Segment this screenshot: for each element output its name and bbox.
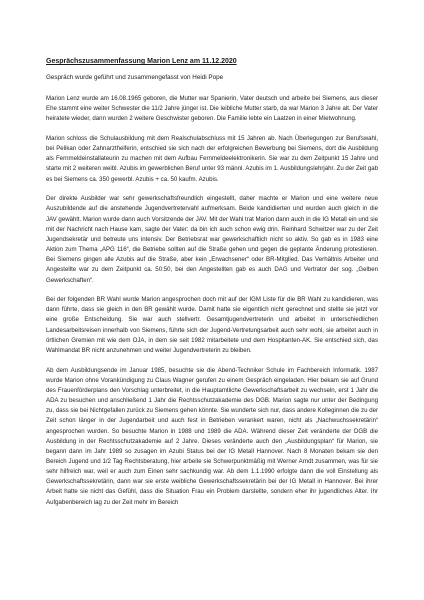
paragraph-career-igmetall: Ab dem Ausbildungsende im Januar 1985, besuchte sie die Abend-Techniker Schule im Fachbereich Informatik. 1987 wurde Marion ohne Vorankündigung zu Claus Wagner gerufen zu einem Gespräch eingeladen. Hier bekam sie auf Grund des Frauenförderplans den Vorschlag unterbreitet, in die Hauptamtliche Gewerkschaftsarbeit zu wechseln, erst 1 Jahr die ADA zu besuchen und anschließend 1 Jahr die Rechtsschutzakademie des DGB. Marion sagte nur unter der Bedingung zu, dass sie bei Nichtgefallen zurück zu Siemens gehen könnte. Sie wunderte sich nur, dass andere Kolleginnen die zu der Zeit schon länger in der Jugendarbeit und auch fest in Betrieben verankert waren, nicht als „Nachwuchssekretärin“ angesprochen wurden. So besuchte Marion in 1988 und 1989 die ADA. Während dieser Zeit veränderte der DGB die Ausbildung in der Rechtsschutzakademie auf 2 Jahre. Dieses veränderte auch den „Ausbildungsplan“ für Marion, sie begann dann im Jahr 1989 so zusagen im Azubi Status bei der IG Metall Hannover. Nach 8 Monaten bekam sie den Bereich Jugend und 1/2 Tag Rechtsberatung, hier arbeite sie Schwerpunktmäßig mit Werner Arndt zusammen, was für sie sehr hilfreich war, weil er auch zum Einen sehr sachkundig war. Ab dem 1.1.1990 erfolgte dann die voll Einstellung als Gewerkschaftssekretärin, dann war sie erste weibliche Gewerkschaftssekretärin bei der IG Metall in Hannover. Bei ihrer Arbeit hatte sie nicht das Gefühl, dass die Situation Frau ein Problem darstellte, sondern eher ihr jugendliches Alter. Ihr Aufgabenbereich lag zu der Zeit mehr im Bereich [46,366,378,506]
paragraph-jav-igmetall: Der direkte Ausbilder war sehr gewerkschaftsfreundlich eingestellt, daher machte er Marion und eine weitere neue Auszubildende auf die anstehende Jugendvertretervahl aufmerksam. Beide kandidierten und wurden auch gleich in die JAV gewählt. Marion wurde dann auch Vorsitzende der JAV. Mit der Wahl trat Marion dann auch in die IG Metall ein und sie mit der Nachricht nach Hause kam, sagte der Vater: da bin ich auch schon ewig drin. Reinhard Schwitzer war zu der Zeit Jugendsekretär und betreute uns intensiv. Der Betriebsrat war gewerkschaftlich nicht so aktiv. So gab es in 1983 eine Aktion zum Thema „APG 116“, die Betriebe sollten auf die Straße gehen und gegen die geplante Änderung protestieren. Bei Siemens gingen alle Azubis auf die Straße, aber kein „Erwachsener“ oder BR-Mitglied. Das Verhältnis Arbeiter und Angestellte war zu dem Zeitpunkt ca. 50:50, bei den Angestellten gab es auch DAG und Vertrator der sog. „Gelben Gewerkschaften“. [46,195,378,284]
document-title: Gesprächszusammenfassung Marion Lenz am 11.12.2020 [46,58,237,65]
document-subtitle: Gespräch wurde geführt und zusammengefasst von Heidi Pope [46,74,224,81]
paragraph-birth-family: Marion Lenz wurde am 16.08.1965 geboren, die Mutter war Spanierin, Vater deutsch und arbeite bei Siemens, aus dieser Ehe stammt eine weiter Schwester die 11/2 Jahre jünger ist. Die leibliche Mutter starb, da war Marion 3 Jahre alt. Der Vater heiratete wieder, dann wurden 2 weitere Geschwister geboren. Die Familie lebte ein Laatzen in einer Mietwohnung. [46,95,378,123]
document-body [46,94,378,508]
paragraph-education-training: Marion schloss die Schulausbildung mit dem Realschulabschluss mit 15 Jahren ab. Nach Überlegungen zur Berufswahl, bei Pelikan oder Zahnarzthelferin, entschied sie sich nach der erfolgreichen Bewerbung bei Siemens, dort die Ausbildung als Fernmeldeinstallateurin zu machen mit dem Aufbau Fernmeldeelektronikerin. Sie war zu dem Zeitpunkt 15 Jahre und starte mit 2 weiteren weibl. Azubis im gewerblichen Beruf unter 93 männl. Azubis im 1. Ausbildungslehrjahr. Zu der Zeit gab es bei Siemens ca. 350 gewerbl. Azubis + ca. 50 kaufm. Azubis. [46,134,378,183]
paragraph-br-election: Bei der folgenden BR Wahl wurde Marion angesprochen doch mit auf der IGM Liste für die BR Wahl zu kandidieren, was dann führte, dass sie gleich in den BR gewählt wurde. Damit hatte sie eigentlich nicht gerechnet und stellte sie jetzt vor eine große Entscheidung. Sie war auch stellvertr. Gesamtjugendvertreterin und arbeitet in unterschiedlichen Landesarbeitsreisen innerhalb von Siemens, führte sich der Jugend-Vertretungsarbeit auch sehr wohl, sie arbeitet auch in örtlichen Gremien mit wie dem OJA, in dem sie seit 1982 mitarbeitete und dem Hospitanten-AK. Sie entschied sich, das Wahlmandat BR nicht anzunehmen und weiter Jugendvertreterin zu bleiben. [46,296,378,354]
